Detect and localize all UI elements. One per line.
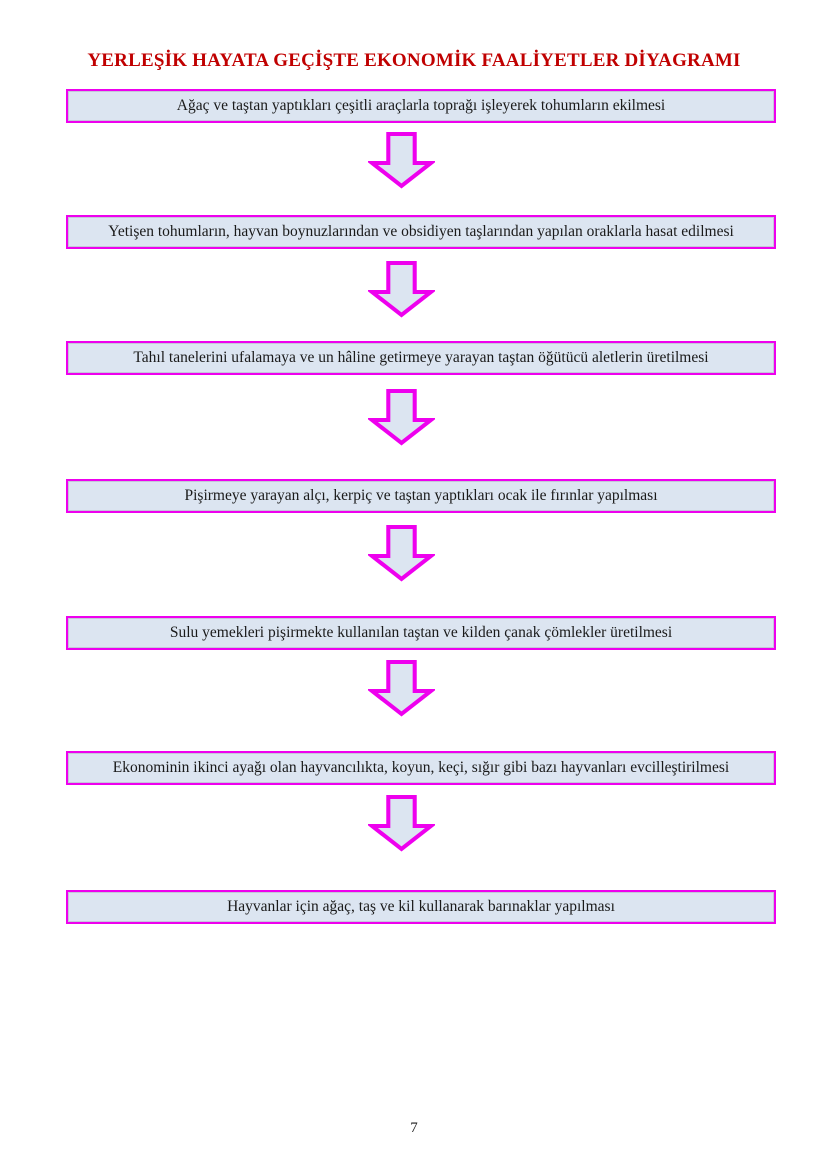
flow-step-2: Yetişen tohumların, hayvan boynuzlarından ve obsidiyen taşlarından yapılan oraklarla hasat edilmesi bbox=[66, 215, 776, 249]
down-arrow-icon bbox=[368, 660, 435, 717]
flow-step-7: Hayvanlar için ağaç, taş ve kil kullanarak barınaklar yapılması bbox=[66, 890, 776, 924]
page-number: 7 bbox=[410, 1120, 418, 1136]
down-arrow-icon bbox=[368, 795, 435, 852]
down-arrow-icon bbox=[368, 261, 435, 318]
flow-step-6: Ekonominin ikinci ayağı olan hayvancılıkta, koyun, keçi, sığır gibi bazı hayvanları evcilleştirilmesi bbox=[66, 751, 776, 785]
down-arrow bbox=[368, 525, 435, 582]
page-title: YERLEŞİK HAYATA GEÇİŞTE EKONOMİK FAALİYETLER DİYAGRAMI bbox=[87, 50, 741, 71]
down-arrow bbox=[368, 389, 435, 446]
flow-step-5: Sulu yemekleri pişirmekte kullanılan taştan ve kilden çanak çömlekler üretilmesi bbox=[66, 616, 776, 650]
flow-step-4: Pişirmeye yarayan alçı, kerpiç ve taştan yaptıkları ocak ile fırınlar yapılması bbox=[66, 479, 776, 513]
down-arrow bbox=[368, 261, 435, 318]
down-arrow-icon bbox=[368, 389, 435, 446]
down-arrow-icon bbox=[368, 132, 435, 189]
flow-step-3: Tahıl tanelerini ufalamaya ve un hâline getirmeye yarayan taştan öğütücü aletlerin üretilmesi bbox=[66, 341, 776, 375]
down-arrow-icon bbox=[368, 525, 435, 582]
down-arrow bbox=[368, 660, 435, 717]
down-arrow bbox=[368, 795, 435, 852]
down-arrow bbox=[368, 132, 435, 189]
flow-step-1: Ağaç ve taştan yaptıkları çeşitli araçlarla toprağı işleyerek tohumların ekilmesi bbox=[66, 89, 776, 123]
